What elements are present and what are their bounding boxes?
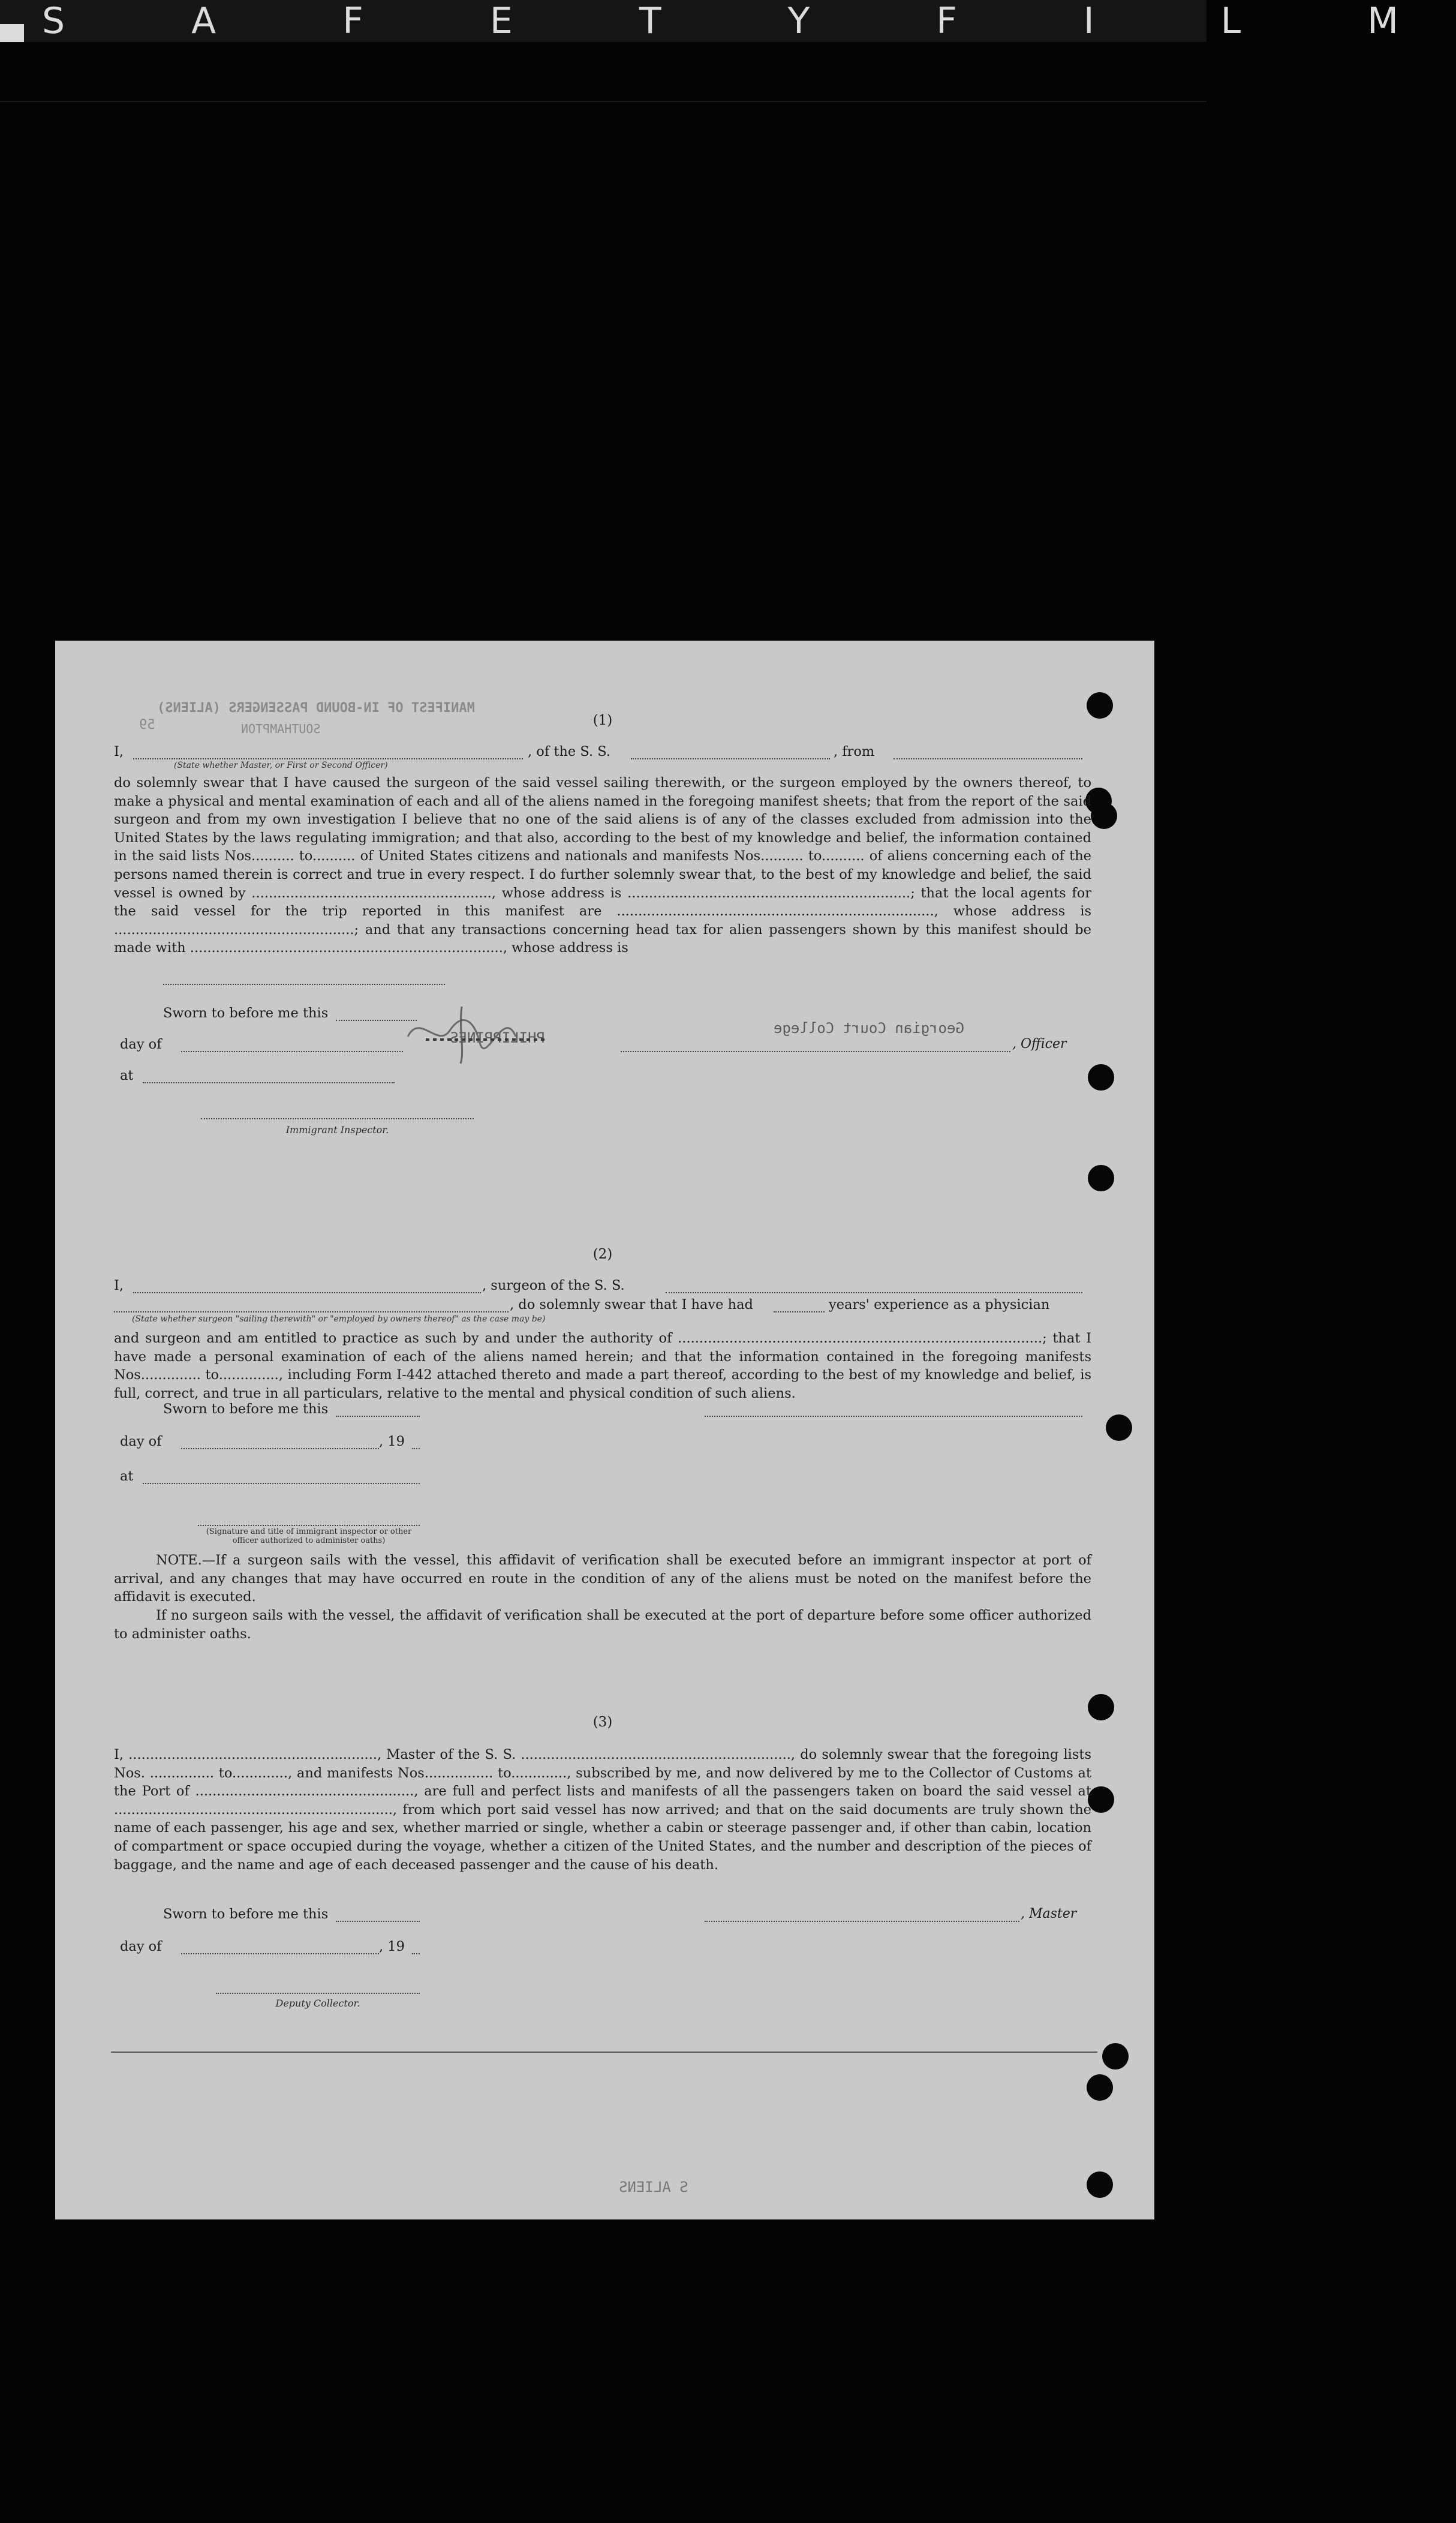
officer-signature — [390, 995, 570, 1067]
s2-state-note: (State whether surgeon "sailing therewith" or "employed by owners thereof" as the case may be) — [132, 1314, 546, 1324]
s3-day-of-label: day of — [120, 1939, 162, 1954]
s1-inspector-line — [201, 1118, 474, 1119]
bleedthrough-title: MANIFEST OF IN-BOUND PASSENGERS (ALIENS) — [157, 701, 475, 716]
s3-master-label: , Master — [1021, 1906, 1077, 1921]
s2-year-label: , 19 — [379, 1434, 405, 1449]
s3-collector-caption: Deputy Collector. — [275, 1998, 360, 2009]
section-2-heading: (2) — [592, 1247, 613, 1262]
bleedthrough-port: SOUTHAMPTON — [241, 722, 321, 736]
film-edge-strip — [0, 0, 1456, 42]
s2-vessel-blank — [666, 1292, 1082, 1293]
s2-at-label: at — [120, 1468, 134, 1484]
s1-officer-label: , Officer — [1012, 1037, 1067, 1052]
s2-years-blank — [774, 1311, 825, 1312]
s1-inspector-caption: Immigrant Inspector. — [285, 1124, 389, 1136]
s2-years-label: years' experience as a physician — [829, 1297, 1050, 1312]
s2-i-label: I, — [114, 1278, 124, 1293]
s1-name-blank — [133, 758, 523, 759]
s2-surgeon-label: , surgeon of the S. S. — [482, 1278, 625, 1293]
s1-from-blank — [894, 758, 1082, 759]
section-1-heading: (1) — [592, 713, 613, 728]
s3-year-blank — [412, 1953, 420, 1954]
s1-of-ss-label: , of the S. S. — [528, 744, 611, 759]
punch-hole-9 — [1102, 2043, 1129, 2070]
s2-day-of-label: day of — [120, 1434, 162, 1449]
film-divider — [0, 101, 1207, 102]
s3-sworn-blank — [336, 1921, 420, 1922]
s1-at-blank — [143, 1082, 395, 1083]
s2-note-label: NOTE. — [156, 1552, 202, 1568]
punch-hole-3 — [1091, 803, 1117, 829]
bleedthrough-stamp-right: Georgian Court College — [774, 1020, 964, 1037]
s1-vessel-blank — [631, 758, 830, 759]
s1-day-of-label: day of — [120, 1037, 162, 1052]
s3-oath-paragraph: I, .........................................................., Master of the S. S. ..............................................................., do solemnly swear that the foregoing lists Nos. ............... to............., and manifests Nos................ to............., subscribed by me, and now delivered by me to the Collector of Customs at the Port of ..................................................., are full and perfect lists and manifests of all the passengers taken on board the said vessel at ................................................................., from which port said vessel has now arrived; and that on the said documents are truly shown the name of each passenger, his age and sex, whether married or single, whether a cabin or steerage passenger and, if other than cabin, location of compartment or space occupied during the voyage, whether a citizen of the United States, and the number and description of the pieces of baggage, and the name and age of each deceased passenger and the cause of his death. — [114, 1747, 1091, 1873]
s1-from-label: , from — [834, 744, 875, 759]
s2-year-blank — [412, 1448, 420, 1449]
s2-at-blank — [143, 1483, 420, 1484]
s2-name-blank — [133, 1292, 481, 1293]
film-marker-square — [0, 24, 24, 42]
s2-day-blank — [181, 1448, 379, 1449]
s2-surgeon-sign-blank — [705, 1416, 1082, 1417]
form-body — [114, 641, 1091, 2219]
s1-at-label: at — [120, 1068, 134, 1083]
s2-signature-caption: (Signature and title of immigrant inspector or other officer authorized to administer oaths) — [206, 1527, 412, 1545]
s2-status-blank — [114, 1311, 509, 1312]
s2-note-text: —If a surgeon sails with the vessel, this affidavit of verification shall be executed before an immigrant inspector at port of arrival, and any changes that may have occurred en route in the condition of any of the aliens must be noted on the manifest before the affidavit is executed. — [114, 1552, 1091, 1605]
film-edge-text: S A F E T Y F I L M — [42, 0, 1456, 42]
s1-i-label: I, — [114, 744, 124, 759]
s2-swear-label: , do solemnly swear that I have had — [510, 1297, 753, 1312]
punch-hole-6 — [1106, 1414, 1132, 1441]
s2-sworn-blank — [336, 1416, 420, 1417]
manifest-page — [55, 641, 1154, 2219]
s3-master-blank — [705, 1921, 1019, 1922]
punch-hole-8 — [1088, 1786, 1114, 1813]
punch-hole-5 — [1088, 1165, 1114, 1191]
s2-signature-line — [198, 1525, 420, 1526]
s2-sworn-label: Sworn to before me this — [163, 1401, 329, 1417]
bottom-rule — [111, 2052, 1097, 2053]
s3-collector-line — [216, 1993, 420, 1994]
s1-oath-paragraph: do solemnly swear that I have caused the surgeon of the said vessel sailing therewith, or the surgeon employed by the owners thereof, to make a physical and mental examination of each and all of the aliens named in the foregoing manifest sheets; that from the report of the said surgeon and from my own investigation I believe that no one of the said aliens is of any of the classes excluded from admission into the United States by the laws regulating immigration; and that also, according to the best of my knowledge and belief, the information contained in the said lists Nos.......... to.......... of United States citizens and nationals and manifests Nos.......... to.......... of aliens concerning each of the persons named therein is correct and true in every respect. I do further solemnly swear that, to the best of my knowledge and belief, the said vessel is owned by ........................................................, whose address is ..................................................................; that the local agents for the said vessel for the trip reported in this manifest are .........................................................................., whose address is ........................................................; and that any transactions concerning head tax for alien passengers shown by this manifest should be made with ........................................................................., whose address is — [114, 775, 1091, 956]
s3-year-label: , 19 — [379, 1939, 405, 1954]
s2-note-2: If no surgeon sails with the vessel, the affidavit of verification shall be executed at the port of departure before some officer authorized to administer oaths. — [114, 1608, 1091, 1642]
bleedthrough-number: 59 — [139, 717, 155, 732]
s3-day-blank — [181, 1953, 379, 1954]
s1-blank-line — [163, 984, 445, 985]
s1-officer-blank — [621, 1051, 1010, 1052]
s1-state-note: (State whether Master, or First or Second Officer) — [174, 761, 388, 770]
bleedthrough-stamp-left: PHILIPPINES — [450, 1029, 545, 1046]
s1-sworn-label: Sworn to before me this — [163, 1005, 329, 1021]
bleedthrough-bottom: S ALIENS — [619, 2179, 688, 2195]
punch-hole-7 — [1088, 1694, 1114, 1720]
punch-hole-4 — [1088, 1064, 1114, 1091]
s2-oath-paragraph: and surgeon and am entitled to practice as such by and under the authority of .....................................................................................; that I have made a personal examination of each of the aliens named herein; and that the information contained in the foregoing manifests Nos.............. to.............., including Form I-442 attached thereto and made a part thereof, according to the best of my knowledge and belief, is full, correct, and true in all particulars, relative to the mental and physical condition of such aliens. — [114, 1330, 1091, 1401]
s2-note — [114, 1551, 1091, 1606]
s1-day-blank — [181, 1051, 403, 1052]
section-3-heading: (3) — [592, 1714, 613, 1730]
s3-sworn-label: Sworn to before me this — [163, 1906, 329, 1922]
